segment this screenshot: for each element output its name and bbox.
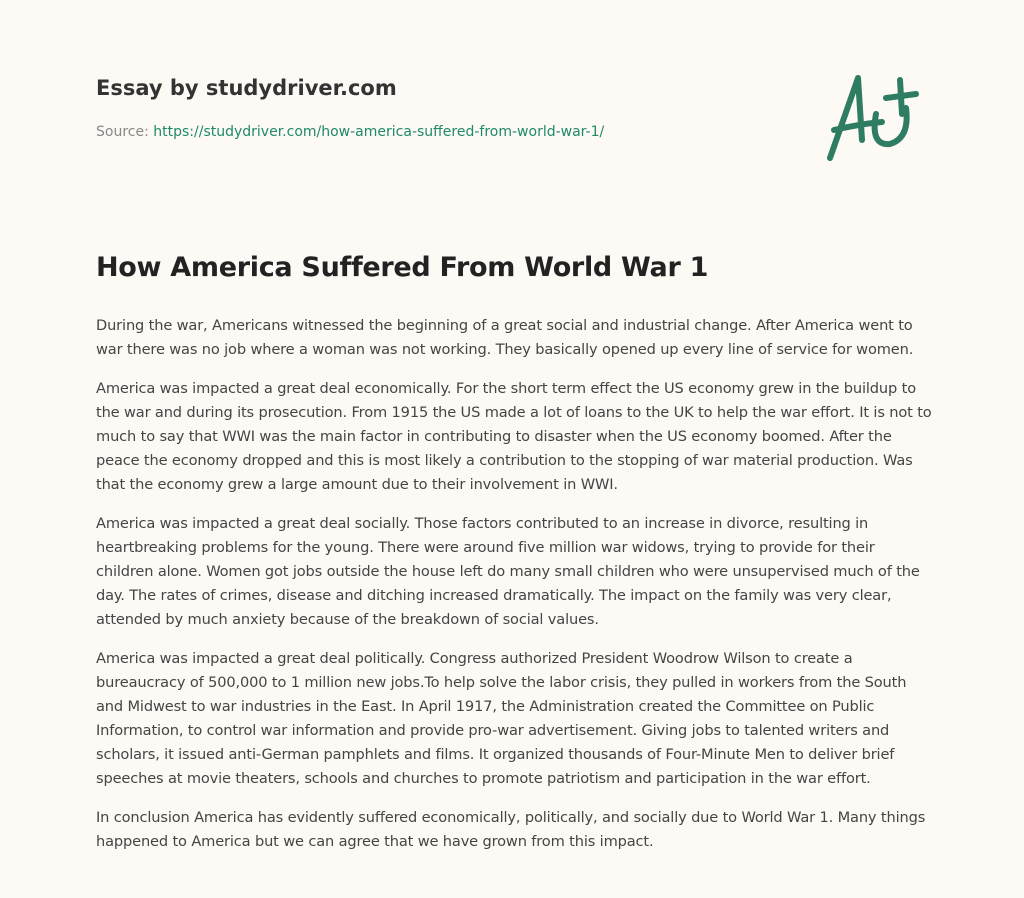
- paragraph: In conclusion America has evidently suffered economically, politically, and socially due to World War 1. Many things happened to America but we can agree that we have grown from this impact.: [96, 809, 926, 850]
- paragraph: America was impacted a great deal economically. For the short term effect the US economy grew in the buildup to the war and during its prosecution. From 1915 the US made a lot of loans to the UK to help the war effort. It is not to much to say that WWI was the main factor in contributing to disaster when the US economy boomed. After the peace the economy dropped and this is most likely a contribution to the stopping of war material production. Was that the economy grew a large amount due to their involvement in WWI.: [96, 380, 932, 493]
- source-link[interactable]: https://studydriver.com/how-america-suffered-from-world-war-1/: [153, 124, 605, 140]
- brand-heading: Essay by studydriver.com: [96, 76, 397, 100]
- paragraph: America was impacted a great deal politically. Congress authorized President Woodrow Wilson to create a bureaucracy of 500,000 to 1 million new jobs.To help solve the labor crisis, they pulled in workers from the South and Midwest to war industries in the East. In April 1917, the Administration created the Committee on Public Information, to control war information and provide pro-war advertisement. Giving jobs to talented writers and scholars, it issued anti-German pamphlets and films. It organized thousands of Four-Minute Men to deliver brief speeches at movie theaters, schools and churches to promote patriotism and participation in the war effort.: [96, 650, 907, 787]
- a-plus-logo-icon: [820, 68, 930, 172]
- essay-body: [96, 314, 936, 869]
- paragraph: During the war, Americans witnessed the beginning of a great social and industrial change. After America went to war there was no job where a woman was not working. They basically opened up every line of service for women.: [96, 317, 914, 358]
- essay-title: How America Suffered From World War 1: [96, 252, 709, 283]
- paragraph: America was impacted a great deal socially. Those factors contributed to an increase in divorce, resulting in heartbreaking problems for the young. There were around five million war widows, trying to provide for their children alone. Women got jobs outside the house left do many small children who were unsupervised much of the day. The rates of crimes, disease and ditching increased dramatically. The impact on the family was very clear, attended by much anxiety because of the breakdown of social values.: [96, 515, 920, 628]
- source-label: Source:: [96, 124, 149, 140]
- source-line: [96, 124, 604, 140]
